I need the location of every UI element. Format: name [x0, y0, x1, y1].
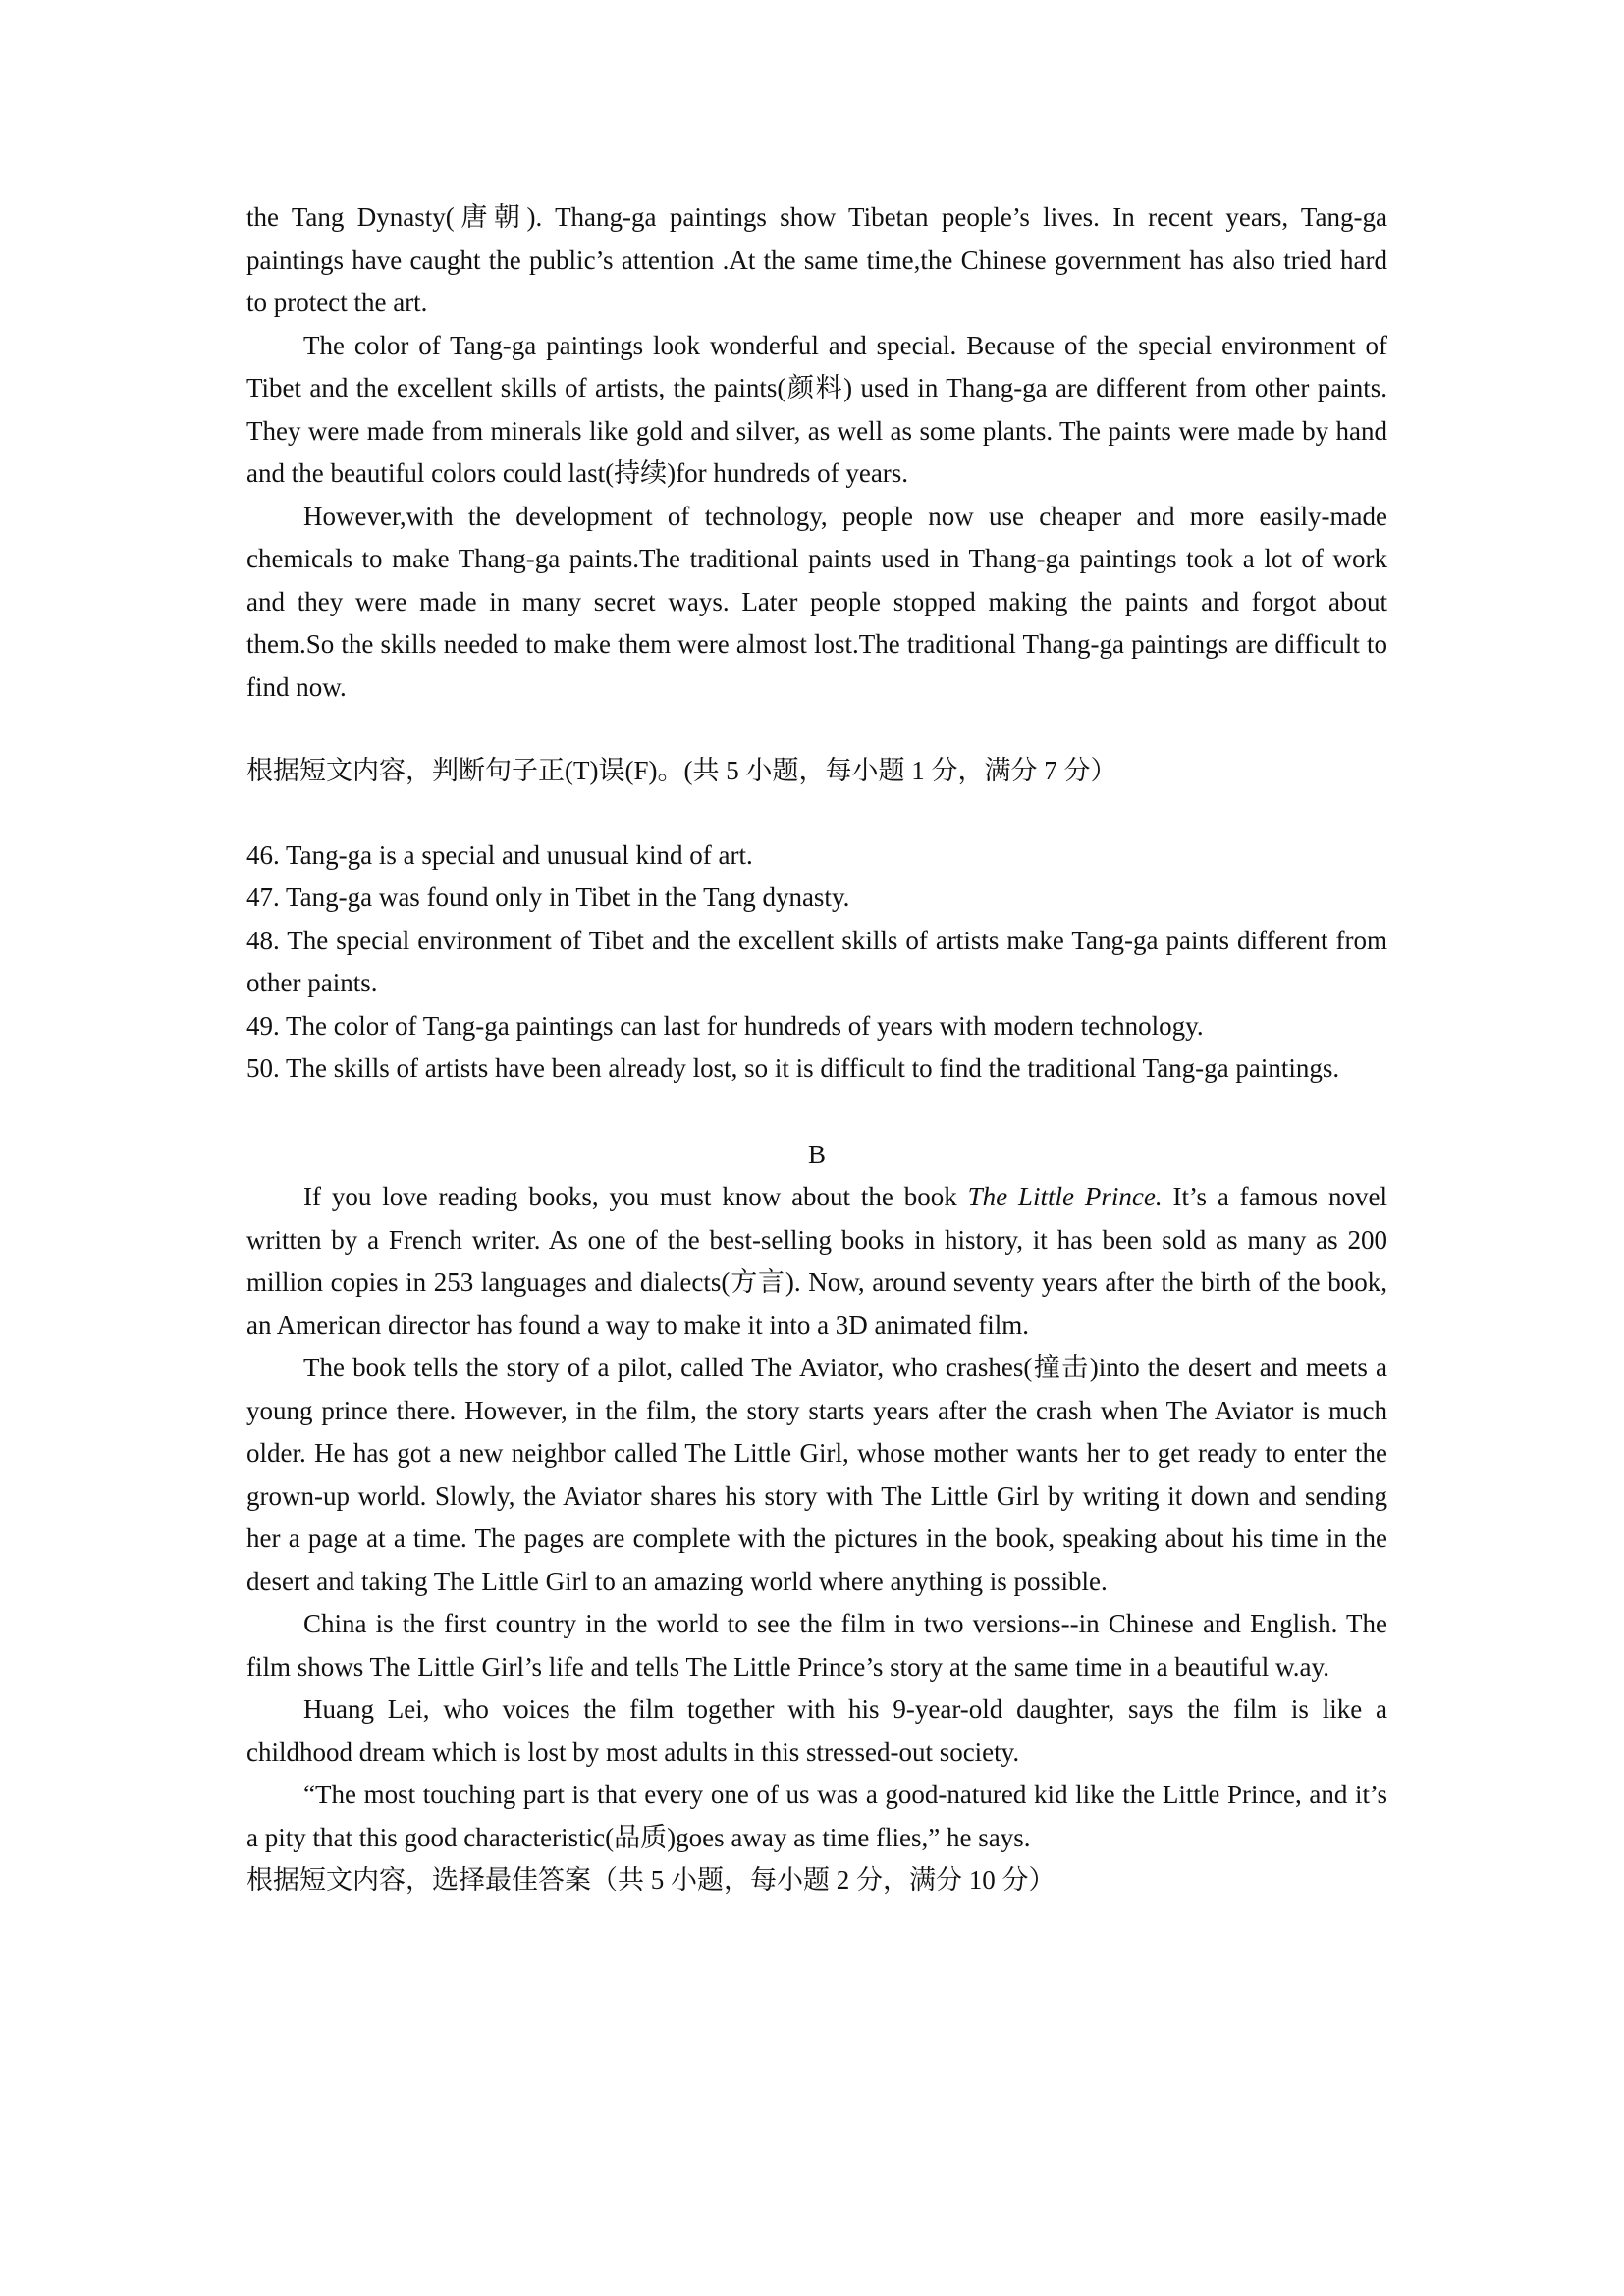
- tf-question-46: 46. Tang-ga is a special and unusual kind of art.: [246, 839, 753, 870]
- passage-a-paragraph-3: However,with the development of technology, people now use cheaper and more easily-made chemicals to make Thang-ga paints.The traditional paints used in Thang-ga paintings took a lot of work and they were made in many secret ways. Later people stopped making the paints and forgot about them.So the skills needed to make them were almost lost.The traditional Thang-ga paintings are difficult to find now.: [246, 501, 1387, 702]
- tf-instruction: 根据短文内容，判断句子正(T)误(F)。(共 5 小题，每小题 1 分，满分 7 分）: [246, 756, 1117, 785]
- passage-b-paragraph-2: The book tells the story of a pilot, called The Aviator, who crashes(撞击)into the desert and meets a young prince there. However, in the film, the story starts years after the crash when The Aviator is much older. He has got a new neighbor called The Little Girl, whose mother wants her to get ready to enter the grown-up world. Slowly, the Aviator shares his story with The Little Girl by writing it down and sending her a page at a time. The pages are complete with the pictures in the book, speaking about his time in the desert and taking The Little Girl to an amazing world where anything is possible.: [246, 1353, 1387, 1596]
- tf-question-47: 47. Tang-ga was found only in Tibet in the Tang dynasty.: [246, 882, 850, 912]
- passage-b-p1-text-before: If you love reading books, you must know about the book: [303, 1182, 968, 1211]
- section-b-heading: B: [807, 1139, 826, 1169]
- passage-b-p1-text-after: It’s a famous novel written by a French writer. As one of the best-selling books in history, it has been sold as many as 200 million copies in 253 languages and dialects(方言). Now, around seventy years after the birth of the book, an American director has found a way to make it into a 3D animated film.: [246, 1182, 1387, 1340]
- passage-b-paragraph-4: Huang Lei, who voices the film together with his 9-year-old daughter, says the film is like a childhood dream which is lost by most adults in this stressed-out society.: [246, 1694, 1387, 1767]
- tf-question-50: 50. The skills of artists have been already lost, so it is difficult to find the traditional Tang-ga paintings.: [246, 1053, 1340, 1083]
- passage-b-paragraph-5: “The most touching part is that every one of us was a good-natured kid like the Little Prince, and it’s a pity that this good characteristic(品质)goes away as time flies,” he says.: [246, 1780, 1387, 1852]
- passage-a-paragraph-1: the Tang Dynasty(唐朝). Thang-ga paintings show Tibetan people’s lives. In recent years, Tang-ga paintings have caught the public’s attention .At the same time,the Chinese government has also tried hard to protect the art.: [246, 202, 1387, 317]
- mc-instruction: 根据短文内容，选择最佳答案（共 5 小题，每小题 2 分，满分 10 分）: [246, 1865, 1056, 1895]
- book-title: The Little Prince.: [967, 1182, 1163, 1211]
- tf-question-49: 49. The color of Tang-ga paintings can last for hundreds of years with modern technology.: [246, 1010, 1204, 1041]
- passage-b-paragraph-1: [246, 1176, 1387, 1347]
- document-page: [246, 196, 1387, 1902]
- passage-b-paragraph-3: China is the first country in the world to see the film in two versions--in Chinese and English. The film shows The Little Girl’s life and tells The Little Prince’s story at the same time in a beautiful w.ay.: [246, 1609, 1387, 1682]
- passage-a-paragraph-2: The color of Tang-ga paintings look wonderful and special. Because of the special environment of Tibet and the excellent skills of artists, the paints(颜料) used in Thang-ga are different from other paints. They were made from minerals like gold and silver, as well as some plants. The paints were made by hand and the beautiful colors could last(持续)for hundreds of years.: [246, 330, 1387, 488]
- tf-question-48: 48. The special environment of Tibet and the excellent skills of artists make Tang-ga paints different from other paints.: [246, 925, 1387, 997]
